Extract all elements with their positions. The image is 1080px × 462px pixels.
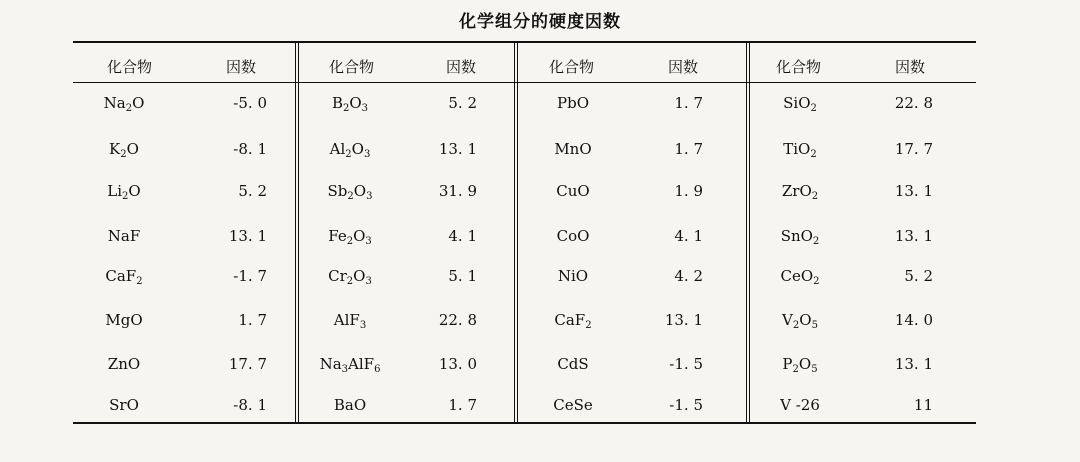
factor-cell: 11: [913, 396, 933, 414]
factor-cell: 13. 1: [228, 227, 267, 245]
header-factor: 因数: [895, 58, 926, 76]
factor-cell: 4. 1: [674, 227, 703, 245]
factor-cell: -8. 1: [233, 140, 267, 158]
compound-cell: PbO: [557, 94, 589, 112]
compound-cell: ZnO: [107, 355, 141, 373]
factor-cell: 1. 7: [674, 140, 703, 158]
table-top-rule: [73, 41, 976, 43]
compound-cell: $K_2O$: [109, 140, 139, 160]
compound-cell: NiO: [557, 267, 589, 285]
header-compound: 化合物: [776, 58, 822, 76]
compound-cell: $Sb_2O_3$: [327, 182, 373, 202]
compound-cell: NaF: [107, 227, 141, 245]
factor-cell: 13. 0: [438, 355, 477, 373]
compound-cell: $B_2O_3$: [331, 94, 369, 114]
factor-cell: 17. 7: [894, 140, 933, 158]
header-factor: 因数: [668, 58, 699, 76]
compound-cell: SiO$_2$: [783, 94, 817, 114]
compound-cell: CoO: [556, 227, 590, 245]
compound-cell: $Al_2O_3$: [329, 140, 371, 160]
factor-cell: 4. 2: [674, 267, 703, 285]
table-header-rule: [73, 82, 976, 83]
header-compound: 化合物: [107, 58, 153, 76]
compound-cell: $V_2O_5$: [782, 311, 818, 331]
compound-cell: SrO: [109, 396, 139, 414]
factor-cell: 22. 8: [438, 311, 477, 329]
factor-cell: 4. 1: [448, 227, 477, 245]
compound-cell: $Na_3AlF_6$: [319, 355, 381, 375]
factor-cell: 5. 2: [904, 267, 933, 285]
factor-cell: 1. 9: [674, 182, 703, 200]
compound-cell: MgO: [105, 311, 143, 329]
table-title: 化学组分的硬度因数: [459, 12, 621, 32]
factor-cell: 31. 9: [438, 182, 477, 200]
factor-cell: 1. 7: [448, 396, 477, 414]
factor-cell: 13. 1: [894, 182, 933, 200]
factor-cell: 5. 2: [238, 182, 267, 200]
compound-cell: TiO$_2$: [783, 140, 817, 160]
column-group-divider: [295, 42, 299, 423]
compound-cell: MnO: [554, 140, 592, 158]
compound-cell: CaF$_2$: [554, 311, 592, 331]
factor-cell: 17. 7: [228, 355, 267, 373]
header-factor: 因数: [226, 58, 257, 76]
compound-cell: V -26: [780, 396, 820, 414]
factor-cell: 5. 2: [448, 94, 477, 112]
factor-cell: 13. 1: [894, 355, 933, 373]
factor-cell: 13. 1: [894, 227, 933, 245]
factor-cell: -1. 5: [669, 396, 703, 414]
compound-cell: $Li_2O$: [107, 182, 141, 202]
factor-cell: -1. 5: [669, 355, 703, 373]
factor-cell: -8. 1: [233, 396, 267, 414]
factor-cell: 5. 1: [448, 267, 477, 285]
factor-cell: 13. 1: [438, 140, 477, 158]
compound-cell: BaO: [333, 396, 367, 414]
factor-cell: -5. 0: [233, 94, 267, 112]
column-group-divider: [514, 42, 518, 423]
header-factor: 因数: [446, 58, 477, 76]
compound-cell: SnO$_2$: [780, 227, 820, 247]
compound-cell: CuO: [556, 182, 590, 200]
factor-cell: 22. 8: [894, 94, 933, 112]
compound-cell: ZrO$_2$: [781, 182, 819, 202]
factor-cell: 1. 7: [674, 94, 703, 112]
header-compound: 化合物: [549, 58, 595, 76]
table-bottom-rule: [73, 422, 976, 424]
factor-cell: 14. 0: [894, 311, 933, 329]
header-compound: 化合物: [329, 58, 375, 76]
factor-cell: -1. 7: [233, 267, 267, 285]
compound-cell: $Na_2O$: [103, 94, 145, 114]
factor-cell: 1. 7: [238, 311, 267, 329]
compound-cell: $Fe_2O_3$: [328, 227, 372, 247]
compound-cell: $Cr_2O_3$: [328, 267, 372, 287]
compound-cell: $P_2O_5$: [782, 355, 818, 375]
compound-cell: CeO$_2$: [780, 267, 820, 287]
column-group-divider: [746, 42, 750, 423]
compound-cell: CaF$_2$: [105, 267, 143, 287]
factor-cell: 13. 1: [664, 311, 703, 329]
compound-cell: CdS: [557, 355, 589, 373]
compound-cell: CeSe: [553, 396, 593, 414]
compound-cell: AlF$_3$: [333, 311, 367, 331]
